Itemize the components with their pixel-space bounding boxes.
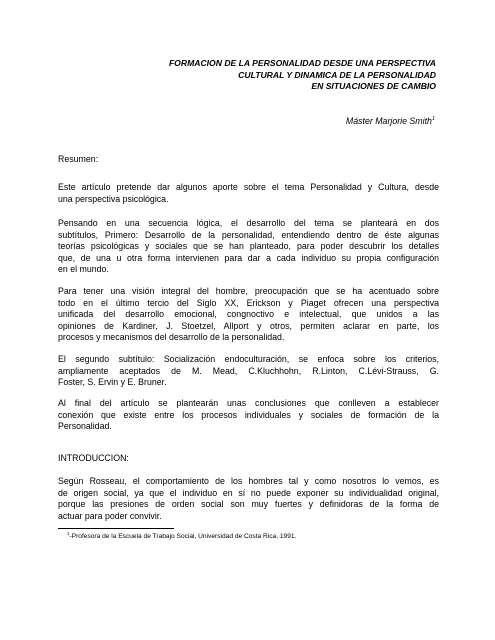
paragraph-line: Foster, S. Ervin y E. Bruner. bbox=[58, 377, 167, 388]
paragraph-line: unificada del desarrollo emocional, congnoctivo e intelectual, que unidos a las bbox=[58, 309, 439, 320]
paragraph-1 bbox=[58, 182, 439, 205]
author-name: Máster Marjorie Smith bbox=[345, 116, 432, 126]
title-line: CULTURAL Y DINAMICA DE LA PERSONALIDAD bbox=[238, 69, 436, 80]
paragraph-line: opiniones de Kardiner, J. Stoetzel, Allport y otros, permiten aclarar en parte, los bbox=[58, 320, 439, 331]
paragraph-line: Al final del artículo se plantearán unas conclusiones que conlleven a establecer bbox=[58, 398, 439, 408]
title-line: FORMACION DE LA PERSONALIDAD DESDE UNA PERSPECTIVA bbox=[168, 58, 436, 68]
paragraph-line: Pensando en una secuencia lógica, el desarrollo del tema se planteará en dos bbox=[58, 218, 439, 228]
introduccion-heading: INTRODUCCION: bbox=[58, 453, 129, 463]
resumen-heading: Resumen: bbox=[58, 154, 99, 164]
paragraph-line: porque las presiones de orden social son muy fuertes y definidoras de la forma de bbox=[58, 499, 439, 510]
paragraph-line: Según Rosseau, el comportamiento de los hombres tal y como nosotros lo vemos, es bbox=[58, 476, 439, 486]
title-line: EN SITUACIONES DE CAMBIO bbox=[311, 81, 436, 91]
paragraph-2 bbox=[58, 218, 439, 276]
paragraph-line: El segundo subtítulo: Socialización endoculturación, se enfoca sobre los criterios, bbox=[58, 354, 439, 364]
paragraph-line: Personalidad. bbox=[58, 421, 112, 432]
footnote bbox=[67, 531, 296, 540]
paragraph-5 bbox=[58, 398, 439, 433]
paragraph-line: todo en el último tercio del Siglo XX, Erickson y Piaget ofrecen una perspectiva bbox=[58, 297, 439, 308]
paragraph-4 bbox=[58, 354, 439, 389]
paragraph-line: teorías psicológicas y sociales que se han planteado, para poder descubrir los detalles bbox=[58, 241, 439, 252]
paragraph-line: Este artículo pretende dar algunos aporte sobre el tema Personalidad y Cultura, desde bbox=[58, 182, 439, 192]
paragraph-line: conexión que existe entre los procesos individuales y sociales de formación de la bbox=[58, 409, 439, 420]
footnote-divider bbox=[58, 528, 174, 529]
paragraph-line: una perspectiva psicológica. bbox=[58, 193, 169, 204]
paragraph-line: que, de una u otra forma intervienen para dar a cada individuo su propia configuración bbox=[58, 252, 439, 263]
author-footnote-mark: 1 bbox=[431, 116, 435, 122]
footnote-text: -Profesora de la Escuela de Trabajo Social, Universidad de Costa Rica, 1991. bbox=[69, 533, 297, 540]
paragraph-line: actuar para poder convivir. bbox=[58, 510, 162, 521]
paragraph-3 bbox=[58, 286, 439, 344]
footnote-mark: 1 bbox=[67, 531, 70, 536]
intro-paragraph bbox=[58, 476, 439, 522]
author-line bbox=[346, 116, 435, 126]
paragraph-line: Para tener una visión integral del hombre, preocupación que se ha acentuado sobre bbox=[58, 286, 439, 296]
paragraph-line: en el mundo. bbox=[58, 264, 109, 275]
paragraph-line: ampliamente aceptados de M. Mead, C.Kluchhohn, R.Linton, C.Lévi-Strauss, G. bbox=[58, 365, 439, 376]
paragraph-line: subtítulos, Primero: Desarrollo de la personalidad, entendiendo dentro de éste algunas bbox=[58, 229, 439, 240]
document-title bbox=[120, 58, 436, 93]
paragraph-line: de origen social, ya que el individuo en sí no puede exponer su individualidad original, bbox=[58, 487, 439, 498]
paragraph-line: procesos y mecanismos del desarrollo de la personalidad. bbox=[58, 332, 285, 343]
